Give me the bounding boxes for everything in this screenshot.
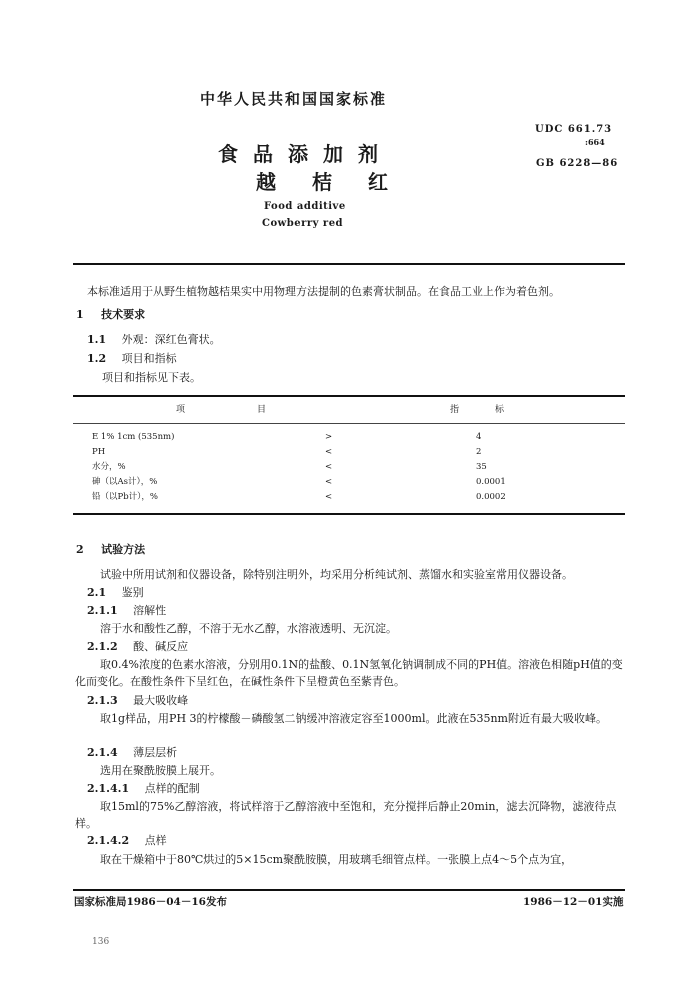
- clause-title: 点样: [144, 834, 167, 847]
- section-number: 1: [76, 308, 84, 321]
- table-cell-op: >: [325, 432, 333, 442]
- issuing-body-line: 中华人民共和国国家标准: [200, 90, 388, 108]
- clause-title: 点样的配制: [144, 782, 200, 795]
- section-2-intro: 试验中所用试剂和仪器设备，除特别注明外，均采用分析纯试剂、蒸馏水和实验室常用仪器设备。: [100, 568, 573, 581]
- table-bottom-rule: [73, 513, 625, 515]
- table-cell-value: 4: [476, 432, 482, 442]
- udc-code-suffix: :664: [585, 137, 605, 147]
- clause-2-1-4-text: 选用在聚酰胺膜上展开。: [100, 764, 221, 777]
- clause-text: 外观：深红色膏状。: [121, 333, 221, 346]
- clause-2-1-1: [87, 604, 166, 618]
- table-top-rule: [73, 395, 625, 397]
- table-cell-item: 砷（以As计），%: [92, 477, 158, 487]
- clause-1-1: [87, 333, 221, 347]
- table-cell-op: <: [325, 477, 333, 487]
- clause-2-1-4-1: [87, 782, 200, 796]
- table-cell-item: 铅（以Pb计），%: [92, 492, 158, 502]
- header-rule: [73, 263, 625, 265]
- table-cell-value: 35: [476, 462, 487, 472]
- document-title-cn: 食品添加剂: [218, 142, 393, 166]
- table-cell-op: <: [325, 462, 333, 472]
- clause-2-1-4-2-text: 取在干燥箱中于80℃烘过的5×15cm聚酰胺膜，用玻璃毛细管点样。一张膜上点4～5个点为宜，: [100, 853, 573, 866]
- clause-number: 2.1.3: [87, 694, 118, 707]
- clause-title: 鉴别: [121, 586, 144, 599]
- clause-2-1-3-text: 取1g样品，用PH 3的柠檬酸－磷酸氢二钠缓冲溶液定容至1000ml。此液在535nm附近有最大吸收峰。: [100, 712, 607, 725]
- clause-number: 2.1.4: [87, 746, 118, 759]
- table-cell-value: 2: [476, 447, 482, 457]
- section-2-heading: [76, 543, 145, 557]
- issued-date: 国家标准局1986－04－16发布: [74, 896, 227, 908]
- clause-2-1-4-2: [87, 834, 167, 848]
- clause-number: 2.1: [87, 586, 107, 599]
- table-cell-value: 0.0002: [476, 492, 506, 502]
- page-number: 136: [92, 937, 110, 947]
- section-title: 试验方法: [101, 543, 146, 556]
- clause-2-1-2-text: 取0.4%浓度的色素水溶液，分别用0.1N的盐酸、0.1N氢氧化钠调制成不同的PH值。溶液色相随pH值的变化而变化。在酸性条件下呈红色，在碱性条件下呈橙黄色至紫青色。: [75, 658, 623, 688]
- table-cell-item: E 1% 1cm (535nm): [92, 432, 175, 442]
- clause-title: 项目和指标: [121, 352, 177, 365]
- clause-title: 最大吸收峰: [133, 694, 189, 707]
- udc-code: UDC 661.73: [535, 124, 613, 135]
- clause-number: 1.2: [87, 352, 107, 365]
- section-title: 技术要求: [101, 308, 146, 321]
- table-header-rule: [73, 423, 625, 424]
- clause-2-1-2: [87, 640, 188, 654]
- table-cell-value: 0.0001: [476, 477, 506, 487]
- clause-2-1-4-1-text: 取15ml的75%乙醇溶液，将试样溶于乙醇溶液中至饱和，充分搅拌后静止20min，滤去沉降物，滤液待点样。: [75, 800, 617, 830]
- clause-2-1-4: [87, 746, 177, 760]
- document-title-en: Food additive: [264, 201, 346, 212]
- clause-2-1-1-text: 溶于水和酸性乙醇，不溶于无水乙醇，水溶液透明、无沉淀。: [100, 622, 397, 635]
- clause-2-1-3: [87, 694, 188, 708]
- clause-title: 溶解性: [133, 604, 167, 617]
- table-cell-item: PH: [92, 447, 106, 457]
- clause-number: 1.1: [87, 333, 107, 346]
- document-subtitle-cn: 越桔红: [256, 170, 424, 194]
- clause-number: 2.1.2: [87, 640, 118, 653]
- gb-standard-code: GB 6228—86: [536, 158, 619, 169]
- clause-number: 2.1.4.1: [87, 782, 130, 795]
- clause-1-2-text: 项目和指标见下表。: [102, 371, 201, 384]
- clause-title: 薄层层析: [133, 746, 178, 759]
- table-cell-op: <: [325, 447, 333, 457]
- table-header-value: 指 标: [450, 405, 505, 415]
- section-1-heading: [76, 308, 145, 322]
- clause-1-2: [87, 352, 177, 366]
- table-cell-op: <: [325, 492, 333, 502]
- table-header-item: 项 目: [176, 405, 267, 415]
- effective-date: 1986－12－01实施: [523, 896, 624, 908]
- clause-number: 2.1.4.2: [87, 834, 130, 847]
- document-subtitle-en: Cowberry red: [262, 218, 344, 229]
- section-number: 2: [76, 543, 84, 556]
- clause-title: 酸、碱反应: [133, 640, 189, 653]
- clause-number: 2.1.1: [87, 604, 118, 617]
- scope-paragraph: 本标准适用于从野生植物越桔果实中用物理方法提制的色素膏状制品。在食品工业上作为着色剂。: [87, 285, 560, 298]
- footer-rule: [73, 889, 625, 891]
- clause-2-1: [87, 586, 144, 600]
- table-cell-item: 水分，%: [92, 462, 126, 472]
